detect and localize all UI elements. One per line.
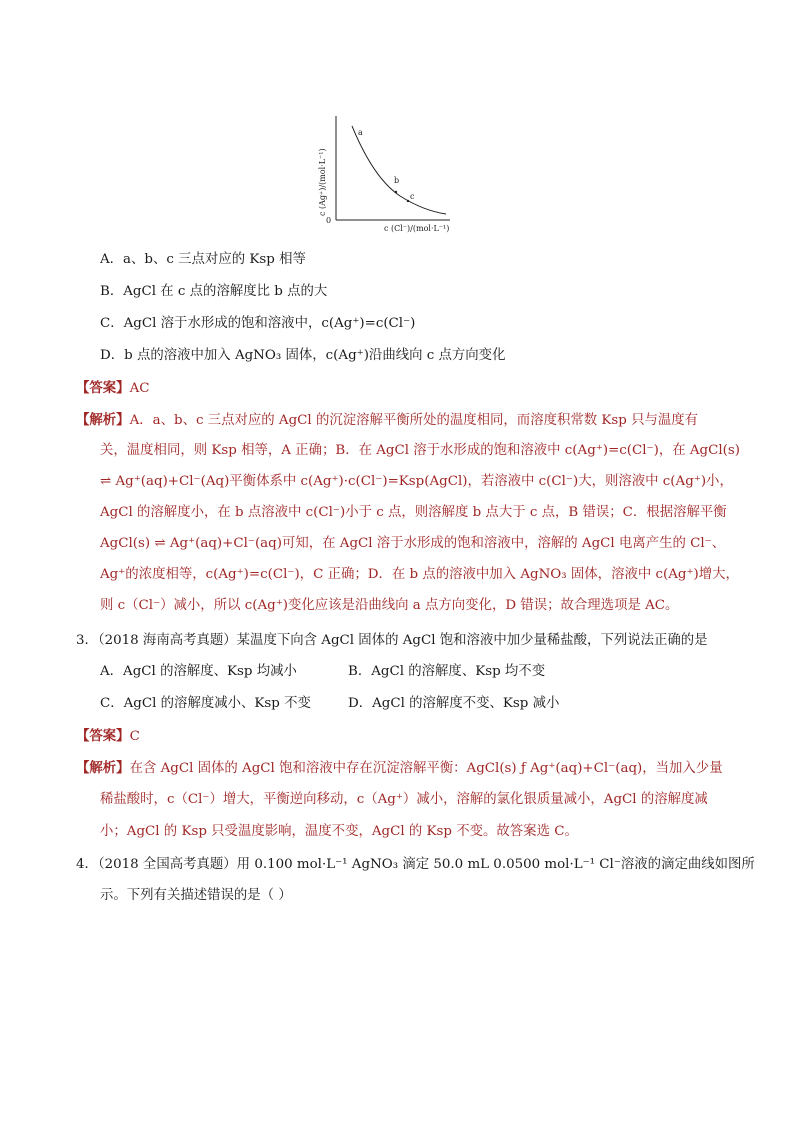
q3-answer: C xyxy=(129,729,140,744)
q3-option-b: B．AgCl 的溶解度、Ksp 均不变 xyxy=(348,664,546,679)
q3-analysis-line-1: 【解析】在含 AgCl 固体的 AgCl 饱和溶液中存在沉淀溶解平衡：AgCl(s) ƒ Ag⁺(aq)+Cl⁻(aq)，当加入少量 xyxy=(76,760,723,776)
q2-option-c: C．AgCl 溶于水形成的饱和溶液中，c(Ag⁺)=c(Cl⁻) xyxy=(100,316,416,331)
q2-analysis-line-7: 则 c（Cl⁻）减小，所以 c(Ag⁺)变化应该是沿曲线向 a 点方向变化，D 错误；故合理选项是 AC。 xyxy=(100,598,679,613)
y-axis-label: c (Ag⁺)/(mol·L⁻¹) xyxy=(318,148,327,216)
q3-option-c: C．AgCl 的溶解度减小、Ksp 不变 xyxy=(100,696,311,711)
origin-label: 0 xyxy=(326,216,332,225)
q2-analysis-line-1: 【解析】A．a、b、c 三点对应的 AgCl 的沉淀溶解平衡所处的温度相同，而溶度积常数 Ksp 只与温度有 xyxy=(76,412,699,428)
solubility-curve-figure xyxy=(318,112,458,242)
q2-analysis-line-2: 关，温度相同，则 Ksp 相等，A 正确；B．在 AgCl 溶于水形成的饱和溶液中 c(Ag⁺)=c(Cl⁻)，在 AgCl(s) xyxy=(100,443,740,458)
q3-analysis-line-3: 小；AgCl 的 Ksp 只受温度影响，温度不变，AgCl 的 Ksp 不变。故答案选 C。 xyxy=(100,824,578,839)
point-b-label: b xyxy=(394,176,400,185)
x-axis-label: c (Cl⁻)/(mol·L⁻¹) xyxy=(384,224,450,233)
q3-option-d: D．AgCl 的溶解度不变、Ksp 减小 xyxy=(348,696,560,711)
curve-svg xyxy=(322,112,458,242)
q2-option-d: D．b 点的溶液中加入 AgNO₃ 固体，c(Ag⁺)沿曲线向 c 点方向变化 xyxy=(100,348,506,363)
q3-stem: 3．（2018 海南高考真题）某温度下向含 AgCl 固体的 AgCl 饱和溶液中加少量稀盐酸，下列说法正确的是 xyxy=(76,633,708,648)
curve-line xyxy=(352,126,446,214)
q2-option-b: B．AgCl 在 c 点的溶解度比 b 点的大 xyxy=(100,284,328,299)
q2-answer-row xyxy=(76,378,149,399)
q2-answer: AC xyxy=(129,381,150,396)
point-b-marker xyxy=(395,191,397,193)
q2-analysis-line-5: AgCl(s) ⇌ Ag⁺(aq)+Cl⁻(aq)可知，在 AgCl 溶于水形成的饱和溶液中，溶解的 AgCl 电离产生的 Cl⁻、 xyxy=(100,536,726,551)
answer-tag: 【答案】 xyxy=(76,380,130,396)
point-c-label: c xyxy=(410,192,415,201)
point-c-marker xyxy=(407,200,409,202)
analysis-tag: 【解析】 xyxy=(76,412,130,428)
q3-analysis-line-2: 稀盐酸时，c（Cl⁻）增大，平衡逆向移动，c（Ag⁺）减小，溶解的氯化银质量减小，AgCl 的溶解度减 xyxy=(100,792,708,807)
q4-stem-line-1: 4．（2018 全国高考真题）用 0.100 mol·L⁻¹ AgNO₃ 滴定 50.0 mL 0.0500 mol·L⁻¹ Cl⁻溶液的滴定曲线如图所 xyxy=(76,857,755,872)
q2-option-a: A．a、b、c 三点对应的 Ksp 相等 xyxy=(100,252,306,267)
q4-stem-line-2: 示。下列有关描述错误的是（ ） xyxy=(100,888,292,903)
point-a-label: a xyxy=(358,128,363,137)
q2-analysis-line-4: AgCl 的溶解度小，在 b 点溶液中 c(Cl⁻)小于 c 点，则溶解度 b 点大于 c 点，B 错误；C．根据溶解平衡 xyxy=(100,505,727,520)
q2-analysis-line-3: ⇌ Ag⁺(aq)+Cl⁻(Aq)平衡体系中 c(Ag⁺)·c(Cl⁻)=Ksp(AgCl)，若溶液中 c(Cl⁻)大，则溶液中 c(Ag⁺)小， xyxy=(100,474,733,489)
q3-answer-row: 【答案】C xyxy=(76,728,140,744)
q3-option-a: A．AgCl 的溶解度、Ksp 均减小 xyxy=(100,664,297,679)
q2-analysis-line-6: Ag⁺的浓度相等，c(Ag⁺)=c(Cl⁻)，C 正确；D．在 b 点的溶液中加入 AgNO₃ 固体，溶液中 c(Ag⁺)增大， xyxy=(100,567,739,582)
